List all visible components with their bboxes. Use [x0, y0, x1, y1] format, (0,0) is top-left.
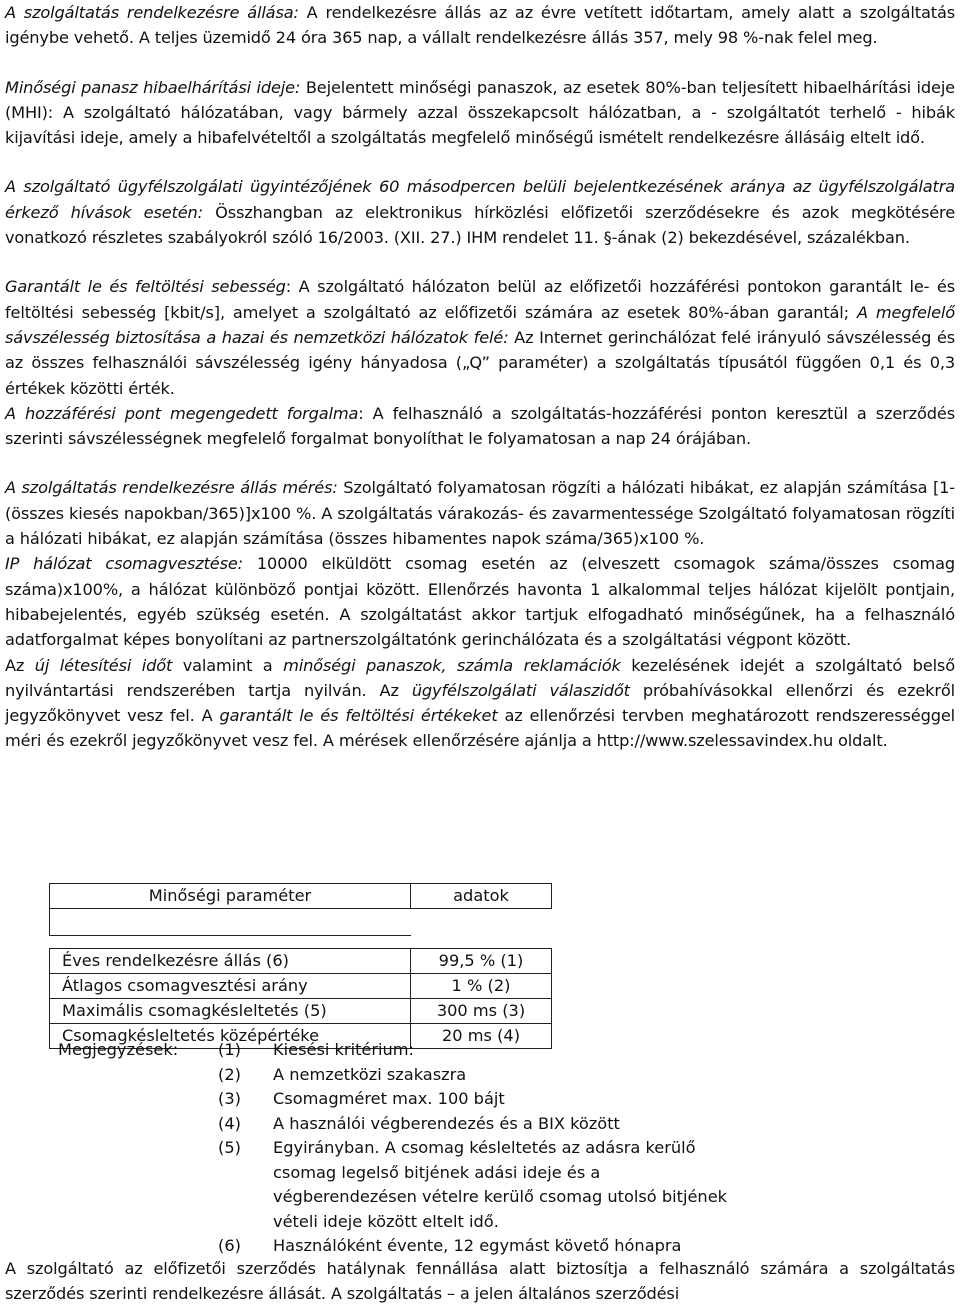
list-item: (6) Használóként évente, 12 egymást követő hónapra: [218, 1236, 682, 1255]
paragraph-speed: Garantált le és feltöltési sebesség: A szolgáltató hálózaton belül az előfizetői hozzáférési pontokon garantált le- és feltöltési sebesség [kbit/s], amelyet a szolgáltató az előfizetői számára az esetek 80%-ában garantál; A megfelelő sávszélesség biztosítása a hazai és nemzetközi hálózatok felé: Az Internet gerinchálózat felé irányuló sávszélesség és az összes felhasználói sávszélesség igény hányadosa („Q” paraméter) a szolgáltatás típusától függően 0,1 és 0,3 értékek közötti érték. A hozzáférési pont megengedett forgalma: A felhasználó a szolgáltatás-hozzáférési ponton keresztül a szerződés szerinti sávszélességnek megfelelő forgalmat bonyolíthat le folyamatosan a nap 24 órájában.: [5, 277, 956, 449]
table-header-row: [50, 884, 552, 909]
table-row: Csomagkésleltetés középértéke 20 ms (4): [50, 1024, 552, 1049]
term-complaints: minőségi panaszok, számla reklamációk: [283, 655, 621, 675]
table-row: Maximális csomagkésleltetés (5) 300 ms (3): [50, 999, 552, 1024]
table-header-data: adatok: [411, 884, 552, 909]
term-bandwidth: A megfelelő sávszélesség biztosítása a hazai és nemzetközi hálózatok felé:: [5, 302, 956, 347]
paragraph-complaint-fix-time: Minőségi panasz hibaelhárítási ideje: Bejelentett minőségi panaszok, az esetek 80%-ban teljesített hibaelhárítási ideje (MHI): A szolgáltató hálózatában, vagy bármely azzal összekapcsolt hálózatban, a - szolgáltatót terhelő - hibák kijavítási ideje, amely a hibafelvételtől a szolgáltatás megfelelő minőségű ismételt rendelkezésre állásáig eltelt idő.: [5, 77, 955, 148]
term-availability-measurement: A szolgáltatás rendelkezésre állás mérés:: [5, 478, 338, 498]
paragraph-call-ratio: A szolgáltató ügyfélszolgálati ügyintézőjének 60 másodpercen belüli bejelentkezésének aránya az ügyfélszolgálatra érkező hívások esetén: Összhangban az elektronikus hírközlési előfizetői szerződésekre és azok megkötésére vonatkozó részletes szabályokról szóló 16/2003. (XII. 27.) IHM rendelet 11. §-ának (2) bekezdésével, százalékban.: [5, 177, 955, 248]
paragraph-availability: A szolgáltatás rendelkezésre állása: A rendelkezésre állás az az évre vetített időtartam, amely alatt a szolgáltatás igénybe vehető. A teljes üzemidő 24 óra 365 nap, a vállalt rendelkezésre állás 357, mely 98 %-nak felel meg.: [5, 3, 955, 48]
term-guaranteed-values: garantált le és feltöltési értékeket: [219, 706, 498, 726]
table-row: Átlagos csomagvesztési arány 1 % (2): [50, 974, 552, 999]
term-response-time: ügyfélszolgálati válaszidőt: [411, 680, 630, 700]
term-complaint-fix-time: Minőségi panasz hibaelhárítási ideje:: [5, 77, 301, 97]
list-item: (5) Egyirányban. A csomag késleltetés az adásra kerülő csomag legelső bitjének adási ideje és a végberendezésen vételre kerülő csomag utolsó bitjének vételi ideje között eltelt idő.: [218, 1138, 728, 1231]
term-call-ratio: A szolgáltató ügyfélszolgálati ügyintézőjének 60 másodpercen belüli bejelentkezésének aránya az ügyfélszolgálatra érkező hívások esetén:: [5, 177, 955, 222]
table-header-parameter: Minőségi paraméter: [50, 884, 411, 909]
table-row: Éves rendelkezésre állás (6) 99,5 % (1): [50, 949, 552, 974]
table-blank-row: [50, 909, 552, 936]
notes-list: [58, 1038, 743, 1259]
quality-table: [49, 883, 552, 1049]
notes-label: Megjegyzések:: [58, 1040, 179, 1059]
paragraph-final: A szolgáltató az előfizetői szerződés hatálynak fennállása alatt biztosítja a felhasználó számára a szolgáltatás szerződés szerinti rendelkezésre állását. A szolgáltatás – a jelen általános szerződési: [5, 1259, 955, 1304]
list-item: (4) A használói végberendezés és a BIX között: [218, 1113, 620, 1133]
document-body: [5, 0, 955, 754]
list-item: (3) Csomagméret max. 100 bájt: [218, 1089, 505, 1108]
term-packet-loss: IP hálózat csomagvesztése:: [5, 554, 243, 574]
paragraph-measurement: A szolgáltatás rendelkezésre állás mérés: Szolgáltató folyamatosan rögzíti a hálózati hibákat, ez alapján számítása [1-(összes kiesés napokban/365)]x100 %. A szolgáltatás várakozás- és zavarmentessége Szolgáltató folyamatosan rögzíti a hálózati hibákat, ez alapján számítása (összes hibamentes napok száma/365)x100 %. IP hálózat csomagvesztése: 10000 elküldött csomag esetén az (elveszett csomagok száma/összes csomag száma)x100%, a hálózat különböző pontjai között. Ellenőrzés havonta 1 alkalommal teljes hálózat kijelölt pontjain, hibabejelentés, egyéb szükség esetén. A szolgáltatást akkor tartjuk elfogadható minőségűnek, ha a felhasználó adatforgalmat képes bonyolítani az partnerszolgáltatónk gerinchálózata és a szolgáltatási végpont között. Az új létesítési időt valamint a minőségi panaszok, számla reklamációk kezelésének idejét a szolgáltató belső nyilvántartási rendszerében tartja nyilván. Az ügyfélszolgálati válaszidőt próbahívásokkal ellenőrzi és ezekről jegyzőkönyvet vesz fel. A garantált le és feltöltési értékeket az ellenőrzési tervben meghatározott rendszerességgel méri és ezekről jegyzőkönyvet vesz fel. A mérések ellenőrzésére ajánlja a http://www.szelessavindex.hu oldalt.: [5, 478, 956, 751]
term-access-traffic: A hozzáférési pont megengedett forgalma: [5, 403, 359, 423]
term-availability: A szolgáltatás rendelkezésre állása:: [5, 3, 299, 22]
term-guaranteed-speed: Garantált le és feltöltési sebesség: [5, 277, 286, 297]
list-item: (2) A nemzetközi szakaszra: [218, 1064, 467, 1084]
list-item: Megjegyzések: (1) Kiesési kritérium:: [58, 1038, 743, 1063]
term-new-setup-time: új létesítési időt: [34, 655, 173, 675]
